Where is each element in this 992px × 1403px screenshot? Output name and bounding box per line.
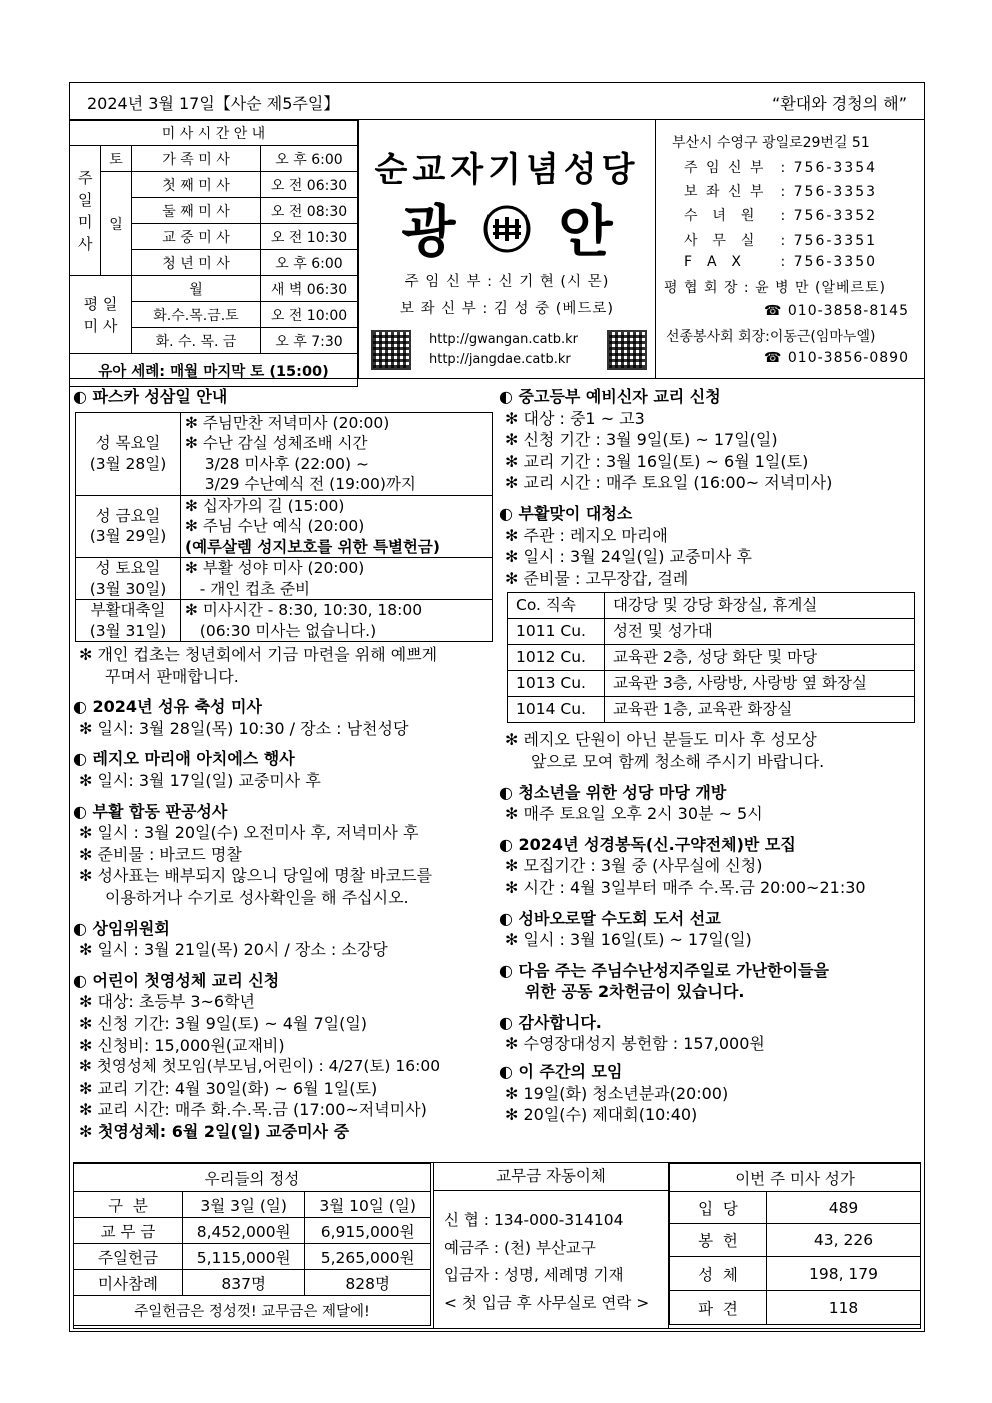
mass-name: 월 — [132, 276, 261, 302]
paschal-day: 성 토요일 (3월 30일) — [76, 558, 181, 600]
website-link[interactable]: http://jangdae.catb.kr — [429, 352, 571, 367]
item: ✻ 일시 : 3월 20일(수) 오전미사 후, 저녁미사 후 — [79, 823, 419, 843]
section-heading: ◐ 중고등부 예비신자 교리 신청 — [499, 387, 721, 406]
mass-name: 화. 수. 목. 금 — [132, 328, 261, 354]
table-cell: 118 — [767, 1291, 921, 1325]
table-cell: 성전 및 성가대 — [605, 619, 915, 645]
table-cell: 교육관 1층, 교육관 화장실 — [605, 697, 915, 723]
auto-transfer — [433, 1162, 669, 1329]
item: ✻ 교리 기간: 4월 30일(화) ~ 6월 1일(토) — [79, 1078, 378, 1098]
item: ✻ 일시 : 3월 16일(토) ~ 17일(일) — [505, 930, 752, 950]
bulletin-header — [69, 82, 925, 120]
parish-title-block — [358, 120, 656, 378]
sunday-label: 일 — [101, 172, 132, 276]
paschal-detail: ✻ 부활 성야 미사 (20:00) - 개인 컵초 준비 — [181, 558, 493, 600]
mass-time: 오 전 10:00 — [261, 302, 358, 328]
item: 이용하거나 수기로 성사확인을 해 주십시오. — [105, 888, 409, 908]
volunteer-phone: ☎ 010-3856-0890 — [764, 350, 909, 366]
qr-code-icon — [371, 330, 411, 370]
item: ✻ 시간 : 4월 3일부터 매주 수.목.금 20:00~21:30 — [505, 877, 866, 897]
table-cell: 파 견 — [670, 1291, 767, 1325]
table-cell: 교 무 금 — [74, 1218, 183, 1244]
section-heading: ◐ 성바오로딸 수도회 도서 선교 — [499, 908, 721, 928]
saturday-label: 토 — [101, 146, 132, 172]
item: ✻ 신청비: 15,000원(교재비) — [79, 1035, 285, 1055]
table-cell: 489 — [767, 1192, 921, 1224]
left-column — [73, 386, 498, 1143]
section-heading: ◐ 2024년 성유 축성 미사 — [73, 697, 262, 717]
mass-name: 첫 째 미 사 — [132, 172, 261, 198]
table-cell: 1011 Cu. — [508, 619, 605, 645]
item: ✻ 레지오 단원이 아닌 분들도 미사 후 성모상 — [505, 730, 817, 750]
table-cell: 성 체 — [670, 1257, 767, 1291]
section-heading: ◐ 다음 주는 주님수난성지주일로 가난한이들을 — [499, 960, 829, 980]
table-cell: 주일헌금 — [74, 1244, 183, 1270]
account-holder: 예금주 : (천) 부산교구 — [444, 1239, 596, 1257]
table-cell: 1012 Cu. — [508, 645, 605, 671]
item: ✻ 일시 : 3월 21일(목) 20시 / 장소 : 소강당 — [79, 940, 388, 960]
parish-name: 광 안 — [401, 199, 613, 265]
mass-time: 오 전 08:30 — [261, 198, 358, 224]
paschal-detail: ✻ 미사시간 - 8:30, 10:30, 18:00 (06:30 미사는 없습니다.) — [181, 600, 493, 642]
item: ✻ 교리 시간 : 매주 토요일 (16:00~ 저녁미사) — [505, 473, 833, 493]
section-heading: 위한 공동 2차헌금이 있습니다. — [525, 982, 745, 1002]
table-header: 3월 10일 (일) — [305, 1192, 431, 1218]
mass-name: 가 족 미 사 — [132, 146, 261, 172]
mass-time: 오 후 6:00 — [261, 250, 358, 276]
paschal-table — [75, 412, 493, 643]
contact-info — [656, 120, 925, 378]
mass-time: 오 전 10:30 — [261, 224, 358, 250]
parish-subtitle: 순교자기념성당 — [374, 150, 640, 190]
item: ✻ 대상 : 중1 ~ 고3 — [505, 408, 645, 428]
table-cell: 미사참례 — [74, 1270, 183, 1296]
item: ✻ 준비물 : 고무장갑, 걸레 — [505, 568, 689, 588]
item: ✻ 교리 시간: 매주 화.수.목.금 (17:00~저녁미사) — [79, 1100, 427, 1120]
cleaning-table — [507, 592, 915, 723]
candle-note: 꾸며서 판매합니다. — [105, 666, 239, 686]
mass-time: 오 후 6:00 — [261, 146, 358, 172]
item: ✻ 19일(화) 청소년분과(20:00) — [505, 1083, 729, 1103]
table-cell: 198, 179 — [767, 1257, 921, 1291]
item: ✻ 대상: 초등부 3~6학년 — [79, 992, 256, 1012]
item: ✻ 모집기간 : 3월 중 (사무실에 신청) — [505, 856, 763, 876]
item: ✻ 첫영성체 첫모임(부모님,어린이) : 4/27(토) 16:00 — [79, 1057, 441, 1076]
section-heading: ◐ 파스카 성삼일 안내 — [73, 387, 228, 406]
paschal-detail: ✻ 주님만찬 저녁미사 (20:00) ✻ 수난 감실 성체조배 시간 3/28 미사후 (22:00) ~ 3/29 수난예식 전 (19:00)까지 — [181, 412, 493, 495]
mass-name: 화.수.목.금.토 — [132, 302, 261, 328]
year-motto: “환대와 경청의 해” — [772, 94, 907, 113]
item: ✻ 20일(수) 제대회(10:40) — [505, 1105, 698, 1125]
item: ✻ 수영장대성지 봉헌함 : 157,000원 — [505, 1034, 765, 1054]
contact-line: 보 좌 신 부 : 756-3353 — [684, 184, 878, 200]
item: ✻ 매주 토요일 오후 2시 30분 ~ 5시 — [505, 804, 763, 824]
volunteer-president: 선종봉사회 회장:이동근(임마누엘) — [666, 329, 876, 345]
paschal-day: 부활대축일 (3월 31일) — [76, 600, 181, 642]
website-link[interactable]: http://gwangan.catb.kr — [429, 332, 578, 347]
item: ✻ 성사표는 배부되지 않으니 당일에 명찰 바코드를 — [79, 866, 433, 886]
right-column — [499, 386, 919, 1126]
mass-name: 둘 째 미 사 — [132, 198, 261, 224]
paschal-day: 성 목요일 (3월 28일) — [76, 412, 181, 495]
table-cell: 43, 226 — [767, 1224, 921, 1257]
item: ✻ 준비물 : 바코드 명찰 — [79, 844, 242, 864]
section-heading: ◐ 청소년을 위한 성당 마당 개방 — [499, 782, 727, 802]
section-heading: ◐ 레지오 마리애 아치에스 행사 — [73, 749, 295, 769]
table-cell: 5,115,000원 — [183, 1244, 305, 1270]
offering-footer: 주일헌금은 정성껏! 교무금은 제달에! — [74, 1296, 431, 1326]
contact-line: 사 무 실 : 756-3351 — [684, 233, 878, 249]
table-header: 3월 3일 (일) — [183, 1192, 305, 1218]
section-heading: ◐ 감사합니다. — [499, 1012, 602, 1032]
section-heading: ◐ 2024년 성경봉독(신.구약전체)반 모집 — [499, 834, 796, 854]
weekday-mass-label: 평 일 미 사 — [70, 276, 132, 354]
section-heading: ◐ 부활 합동 판공성사 — [73, 801, 228, 821]
table-cell: 봉 헌 — [670, 1224, 767, 1257]
table-cell: 828명 — [305, 1270, 431, 1296]
table-title: 우리들의 정성 — [74, 1164, 431, 1192]
table-cell: 교육관 2층, 성당 화단 및 마당 — [605, 645, 915, 671]
mass-time: 오 전 06:30 — [261, 172, 358, 198]
offering-table — [73, 1162, 433, 1326]
candle-note: ✻ 개인 컵초는 청년회에서 기금 마련을 위해 예쁘게 — [79, 645, 438, 665]
item: ✻ 주관 : 레지오 마리애 — [505, 525, 668, 545]
table-cell: 대강당 및 강당 화장실, 휴게실 — [605, 593, 915, 619]
paschal-day: 성 금요일 (3월 29일) — [76, 495, 181, 558]
baptism-note: 유아 세례: 매월 마지막 토 (15:00) — [70, 354, 358, 387]
section-heading: ◐ 상임위원회 — [73, 918, 170, 938]
item: ✻ 첫영성체: 6월 2일(일) 교중미사 중 — [79, 1121, 350, 1141]
pastor-line: 주 임 신 부 : 신 기 현 (시 몬) — [404, 274, 610, 290]
mass-schedule — [69, 120, 358, 378]
contact-line: 수 녀 원 : 756-3352 — [684, 208, 878, 224]
council-president: 평 협 회 장 : 윤 병 만 (알베르토) — [664, 280, 887, 296]
paschal-detail: ✻ 십자가의 길 (15:00) ✻ 주님 수난 예식 (20:00) (예루살렘 성지보호를 위한 특별헌금) — [181, 495, 493, 558]
mass-name: 교 중 미 사 — [132, 224, 261, 250]
table-cell: 1014 Cu. — [508, 697, 605, 723]
assistant-line: 보 좌 신 부 : 김 성 중 (베드로) — [399, 301, 615, 317]
section-heading: ◐ 부활맞이 대청소 — [499, 503, 633, 523]
council-phone: ☎ 010-3858-8145 — [764, 303, 909, 319]
table-cell: 입 당 — [670, 1192, 767, 1224]
table-header: 구 분 — [74, 1192, 183, 1218]
contact-note: < 첫 입금 후 사무실로 연락 > — [444, 1294, 650, 1312]
contact-line: F A X : 756-3350 — [684, 254, 878, 270]
item: ✻ 교리 기간 : 3월 16일(토) ~ 6월 1일(토) — [505, 451, 809, 471]
table-cell: 837명 — [183, 1270, 305, 1296]
table-title: 교무금 자동이체 — [434, 1162, 668, 1191]
table-cell: 8,452,000원 — [183, 1218, 305, 1244]
item: ✻ 신청 기간 : 3월 9일(토) ~ 17일(일) — [505, 430, 778, 450]
church-emblem-icon — [479, 201, 535, 257]
hymn-table — [669, 1162, 921, 1325]
item: 앞으로 모여 함께 청소해 주시기 바랍니다. — [531, 751, 825, 771]
item: ✻ 일시 : 3월 24일(일) 교중미사 후 — [505, 547, 752, 567]
sunday-mass-label: 주일미사 — [70, 146, 101, 276]
mass-time: 오 후 7:30 — [261, 328, 358, 354]
item: ✻ 일시: 3월 17일(일) 교중미사 후 — [79, 771, 321, 791]
table-title: 이번 주 미사 성가 — [670, 1164, 921, 1192]
divider — [69, 378, 925, 379]
table-cell: 교육관 3층, 사랑방, 사랑방 옆 화장실 — [605, 671, 915, 697]
mass-name: 청 년 미 사 — [132, 250, 261, 276]
item: ✻ 신청 기간: 3월 9일(토) ~ 4월 7일(일) — [79, 1014, 368, 1033]
table-cell: 5,265,000원 — [305, 1244, 431, 1270]
qr-code-icon — [607, 330, 647, 370]
table-cell: 1013 Cu. — [508, 671, 605, 697]
bulletin-date: 2024년 3월 17일【사순 제5주일】 — [87, 94, 340, 113]
account-number: 신 협 : 134-000-314104 — [444, 1211, 624, 1229]
mass-title: 미 사 시 간 안 내 — [70, 121, 358, 146]
section-heading: ◐ 이 주간의 모임 — [499, 1062, 623, 1082]
item: ✻ 일시: 3월 28일(목) 10:30 / 장소 : 남천성당 — [79, 718, 409, 738]
table-cell: 6,915,000원 — [305, 1218, 431, 1244]
address: 부산시 수영구 광일로29번길 51 — [672, 135, 870, 151]
mass-time: 새 벽 06:30 — [261, 276, 358, 302]
section-heading: ◐ 어린이 첫영성체 교리 신청 — [73, 970, 280, 990]
table-cell: Co. 직속 — [508, 593, 605, 619]
contact-line: 주 임 신 부 : 756-3354 — [684, 160, 878, 176]
depositor-note: 입금자 : 성명, 세례명 기재 — [444, 1266, 624, 1284]
